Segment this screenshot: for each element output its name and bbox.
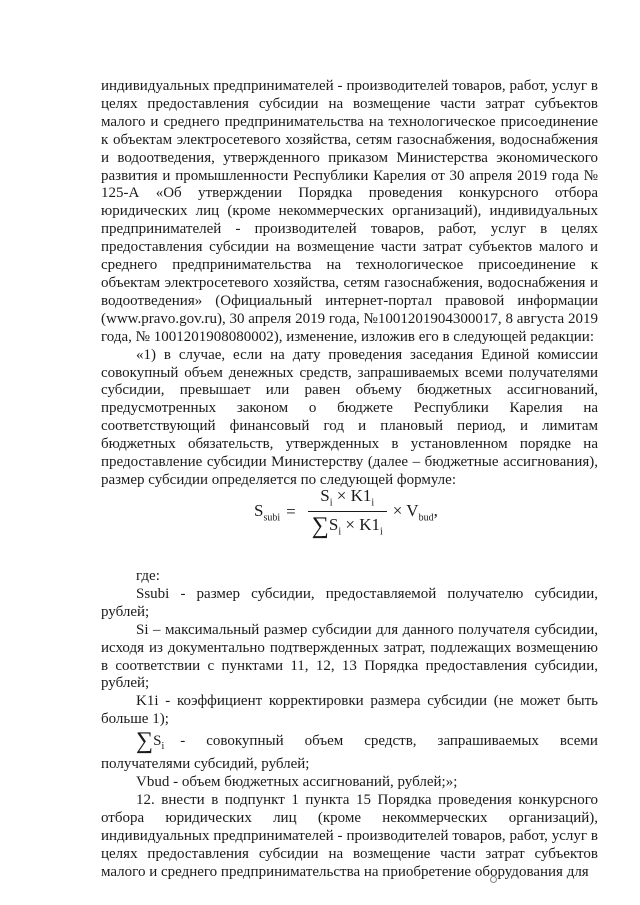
text-block-definitions (101, 568, 598, 881)
formula-denominator: $\sum S_i \times K1_i$ (308, 511, 387, 538)
definition-k1i: K1i - коэффициент корректировки размера субсидии (не может быть больше 1); (101, 693, 598, 728)
formula-fraction (308, 486, 387, 537)
formula-numerator: $S_i \times K1_i$ (320, 486, 375, 509)
formula-multiplier: × $V_{bud}$, (392, 500, 438, 524)
scan-mark (490, 876, 497, 883)
paragraph-12: 12. внести в подпункт 1 пункта 15 Порядка проведения конкурсного отбора юридических лиц (кроме некоммерческих организаций), индивидуальных предпринимателей - производителей товаров, работ, услуг в целях предоставления субсидии на возмещение части затрат субъектов малого и среднего предпринимательства на приобретение оборудования для (101, 791, 598, 880)
subsidy-formula (254, 484, 438, 540)
formula-lhs: $S_{subi}$ (254, 500, 281, 524)
definition-sum-si: $\sum S_i$ - совокупный объем средств, запрашиваемых всеми (136, 728, 598, 755)
definition-sum-continuation: получателями субсидий, рублей; (101, 756, 310, 773)
paragraph-order-amendment: индивидуальных предпринимателей - производителей товаров, работ, услуг в целях предоставления субсидии на возмещение части затрат субъектов малого и среднего предпринимательства на технологическое присоединение к объектам электросетевого хозяйства, сетям газоснабжения, водоснабжения и водоотведения, утвержденного приказом Министерства экономического развития и промышленности Республики Карелия от 30 апреля 2019 года № 125-А «Об утверждении Порядка проведения конкурсного отбора юридических лиц (кроме некоммерческих организаций), индивидуальных предпринимателей - производителей товаров, работ, услуг в целях предоставления субсидии на возмещение части затрат субъектов малого и среднего предпринимательства на технологическое присоединение к объектам электросетевого хозяйства, сетям газоснабжения, водоснабжения и водоотведения» (Официальный интернет-портал правовой информации (www.pravo.gov.ru), 30 апреля 2019 года, №1001201904300017, 8 августа 2019 года, № 1001201908080002), изменение, изложив его в следующей редакции: (101, 78, 598, 345)
paragraph-subsidy-condition: «1) в случае, если на дату проведения заседания Единой комиссии совокупный объем денежных средств, запрашиваемых всеми получателями субсидии, превышает или равен объему бюджетных ассигнований, предусмотренных законом о бюджете Республики Карелия на соответствующий финансовый год и плановый период, и лимитам бюджетных обязательств, утвержденных в установленном порядке на предоставление субсидии Министерству (далее – бюджетные ассигнования), размер субсидии определяется по следующей формуле: (101, 346, 598, 488)
text-block-top (101, 78, 598, 490)
definition-vbud: Vbud - объем бюджетных ассигнований, рублей;»; (136, 773, 458, 790)
sigma-symbol: ∑ (311, 512, 329, 539)
equals-sign: = (286, 502, 296, 521)
definition-si: Si – максимальный размер субсидии для данного получателя субсидии, исходя из документально подтвержденных затрат, подлежащих возмещению в соответствии с пунктами 11, 12, 13 Порядка предоставления субсидии, рублей; (101, 621, 598, 692)
sum-si-symbol: $\sum S_i$ (136, 728, 165, 755)
definition-ssubi: Ssubi - размер субсидии, предоставляемой получателю субсидии, рублей; (101, 585, 598, 620)
where-label: где: (136, 568, 160, 584)
